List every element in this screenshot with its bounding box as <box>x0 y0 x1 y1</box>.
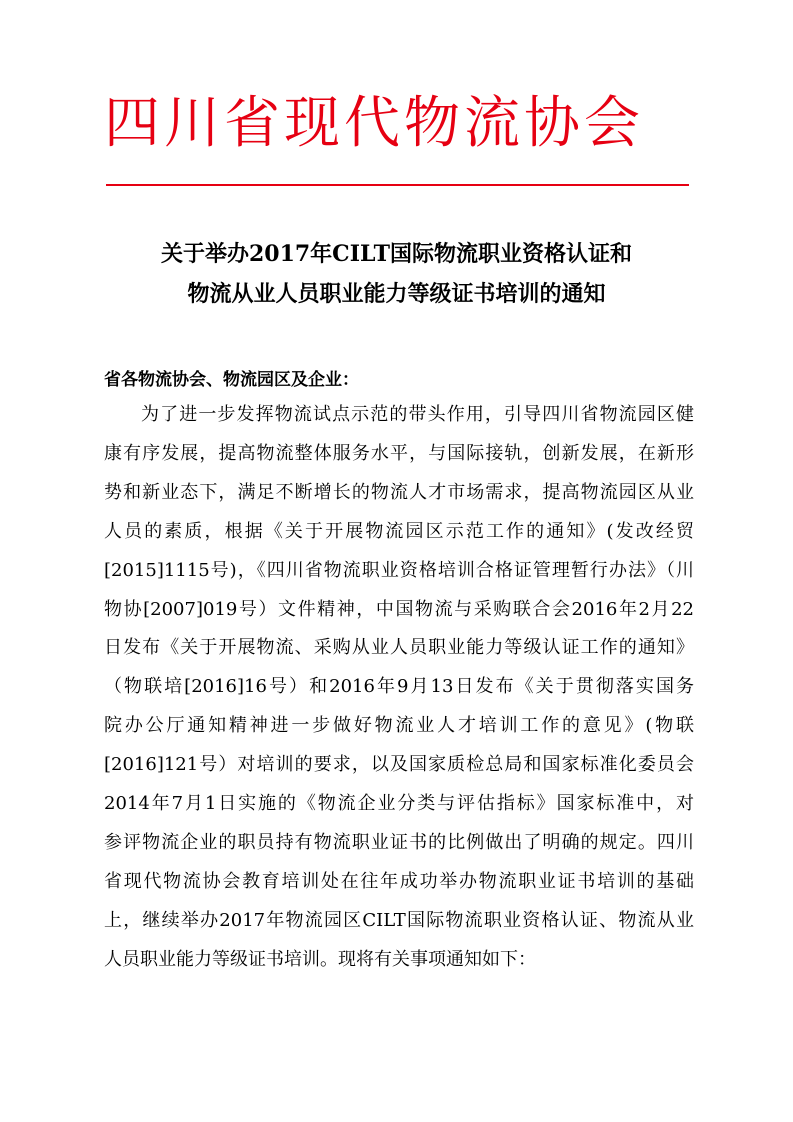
body-line: 人员职业能力等级证书培训。现将有关事项通知如下： <box>104 948 536 970</box>
document-title-line: 关于举办2017年CILT国际物流职业资格认证和 <box>160 241 633 267</box>
body-line: 上，继续举办2017年物流园区CILT国际物流职业资格认证、物流从业 <box>104 909 694 931</box>
body-line: [2015]1115号)，《四川省物流职业资格培训合格证管理暂行办法》（川 <box>104 559 694 581</box>
org-header-title: 四川省现代物流协会 <box>104 91 644 156</box>
body-line: 人员的素质，根据《关于开展物流园区示范工作的通知》(发改经贸 <box>104 520 694 542</box>
body-line: [2016]121号）对培训的要求，以及国家质检总局和国家标准化委员会 <box>104 754 694 776</box>
body-line: 2014年7月1日实施的《物流企业分类与评估指标》国家标准中，对 <box>104 793 694 815</box>
salutation: 省各物流协会、物流园区及企业： <box>104 370 359 390</box>
document-body <box>104 396 694 980</box>
document-title <box>100 234 693 314</box>
body-line: 参评物流企业的职员持有物流职业证书的比例做出了明确的规定。四川 <box>104 831 694 853</box>
body-line: 院办公厅通知精神进一步做好物流业人才培训工作的意见》(物联 <box>104 715 694 737</box>
body-line: 康有序发展，提高物流整体服务水平，与国际接轨，创新发展，在新形 <box>104 442 694 464</box>
header-divider <box>106 184 689 186</box>
body-line: 势和新业态下，满足不断增长的物流人才市场需求，提高物流园区从业 <box>104 481 694 503</box>
body-line: 为了进一步发挥物流试点示范的带头作用，引导四川省物流园区健 <box>141 404 694 425</box>
body-line: 省现代物流协会教育培训处在往年成功举办物流职业证书培训的基础 <box>104 870 694 892</box>
body-line: 物协[2007]019号）文件精神，中国物流与采购联合会2016年2月22 <box>104 598 694 620</box>
body-line: 日发布《关于开展物流、采购从业人员职业能力等级认证工作的通知》 <box>104 637 694 659</box>
body-line: （物联培[2016]16号）和2016年9月13日发布《关于贯彻落实国务 <box>104 676 694 698</box>
document-title-line: 物流从业人员职业能力等级证书培训的通知 <box>187 281 606 307</box>
